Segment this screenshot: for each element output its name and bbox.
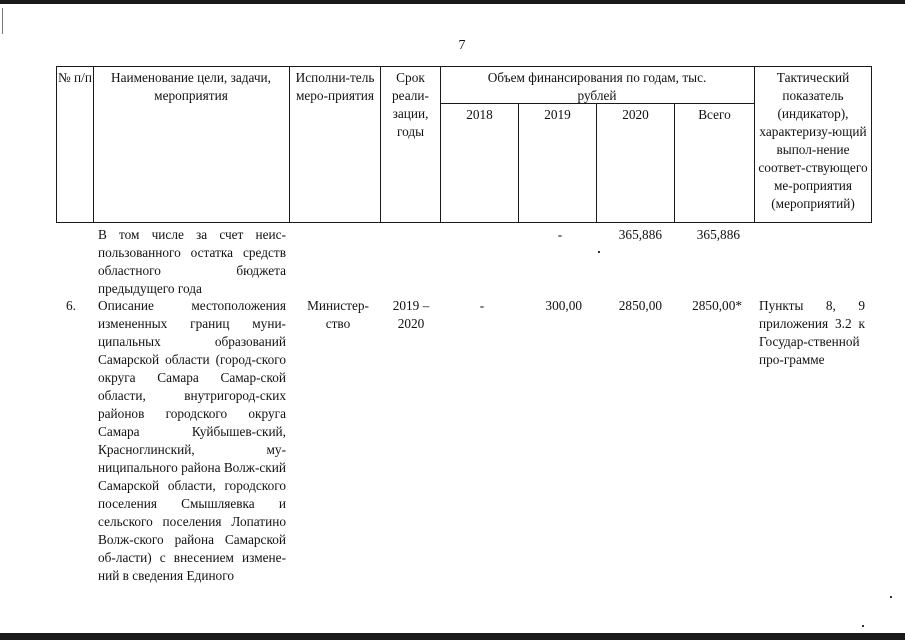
header-year-2018: 2018 xyxy=(466,107,493,122)
row-name: Описание местоположения измененных границ муни-ципальных образований Самарской области (город-ского округа Самара Самар-ской области, внутригород-ских районов городского округа Самара Куйбышев-ский, Красноглинский, му-ниципального района Волж-ский Самарской области, городского поселения Смышляевка и сельского поселения Лопатино Волж-ского района Самарской об-ласти) с внесением измене-ний в сведения Единого xyxy=(98,298,287,583)
row-2020: 365,886 xyxy=(618,227,662,242)
scan-border-top xyxy=(0,0,905,4)
row-number: 6. xyxy=(66,298,76,313)
col-border-1 xyxy=(56,66,57,223)
header-num: № п/п xyxy=(58,70,92,85)
scan-border-bottom xyxy=(0,633,905,640)
row-2019: 300,00 xyxy=(545,298,582,313)
rule-top xyxy=(56,66,871,67)
col-border-5 xyxy=(440,66,441,223)
scan-speck xyxy=(890,596,892,598)
scan-speck xyxy=(598,251,600,253)
page-number: 7 xyxy=(458,38,466,53)
scan-border-left xyxy=(2,8,3,34)
col-border-10 xyxy=(871,66,872,223)
row-total: 2850,00* xyxy=(692,298,742,313)
row-2018: - xyxy=(479,298,485,313)
header-name: Наименование цели, задачи, мероприятия xyxy=(111,70,271,103)
col-border-2 xyxy=(93,66,94,223)
row-name: В том числе за счет неис-пользованного остатка средств областного бюджета предыдущего года xyxy=(98,227,286,296)
col-border-9 xyxy=(754,66,755,223)
row-indicator: Пункты 8, 9 приложения 3.2 к Государ-ственной про-грамме xyxy=(759,298,865,367)
header-term: Срок реали-зации, годы xyxy=(392,70,429,139)
row-executor: Министер-ство xyxy=(307,298,369,331)
header-funding: Объем финансирования по годам, тыс. рублей xyxy=(487,70,707,103)
header-year-2020: 2020 xyxy=(622,107,649,122)
col-border-3 xyxy=(289,66,290,223)
row-term: 2019 – 2020 xyxy=(392,298,430,331)
row-2019: - xyxy=(557,227,563,242)
col-border-4 xyxy=(380,66,381,223)
header-indicator: Тактический показатель (индикатор), характеризу-ющий выпол-нение соответ-ствующего ме-роприятия (мероприятий) xyxy=(758,70,868,211)
row-total: 365,886 xyxy=(696,227,740,242)
row-2020: 2850,00 xyxy=(618,298,662,313)
rule-header-bottom xyxy=(56,222,871,223)
header-executor: Исполни-тель меро-приятия xyxy=(295,70,375,103)
header-year-2019: 2019 xyxy=(544,107,571,122)
header-total: Всего xyxy=(698,107,731,122)
scan-speck xyxy=(862,625,864,627)
